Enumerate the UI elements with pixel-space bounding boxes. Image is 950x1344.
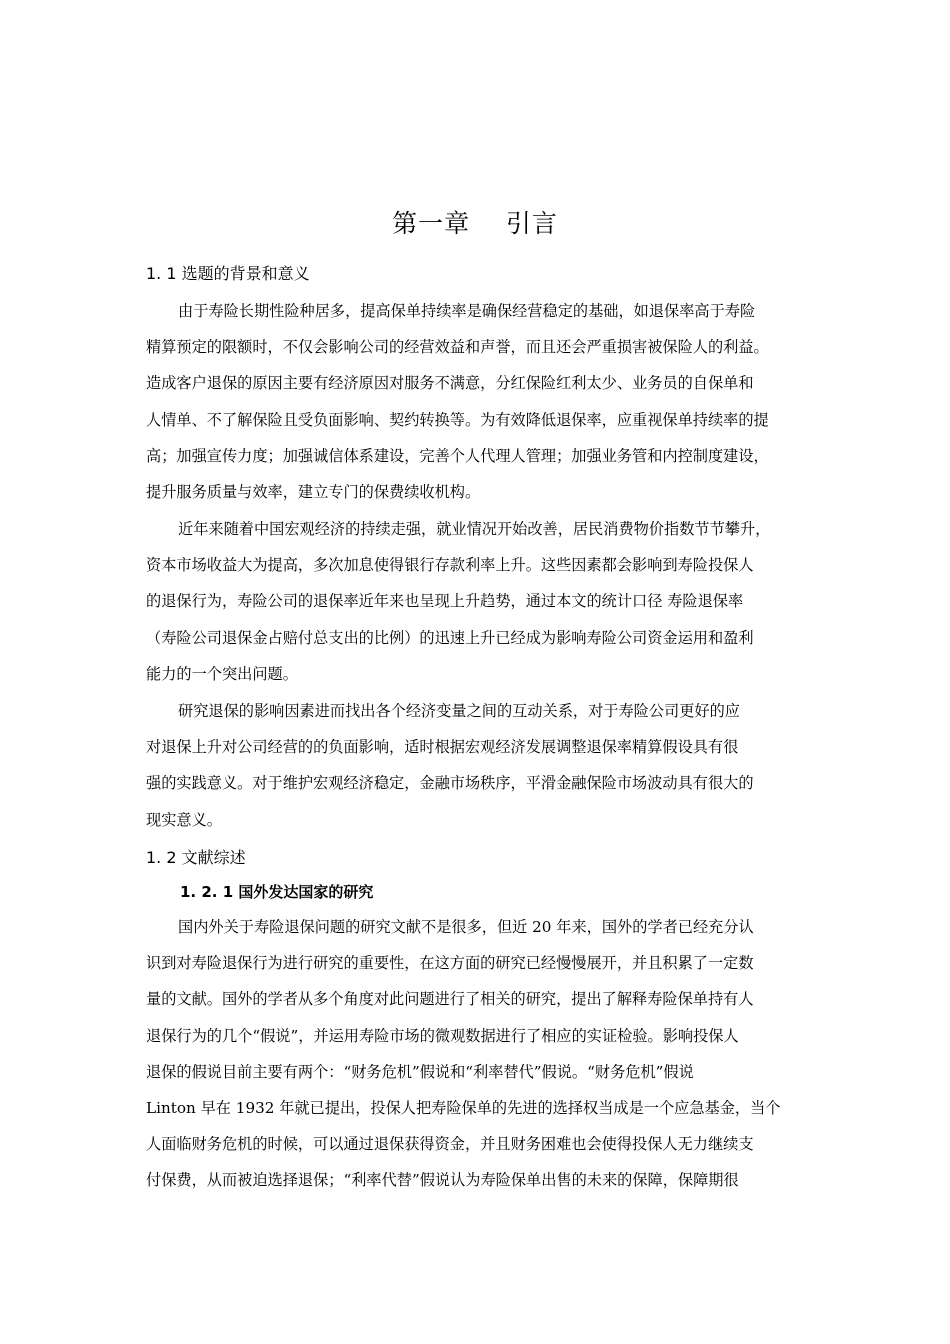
text-line: 近年来随着中国宏观经济的持续走强，就业情况开始改善，居民消费物价指数节节攀升， [178,520,771,538]
text-line: 精算预定的限额时，不仅会影响公司的经营效益和声誉，而且还会严重损害被保险人的利益。 [146,338,769,357]
text-line: 资本市场收益大为提高，多次加息使得银行存款利率上升。这些因素都会影响到寿险投保人 [146,556,754,575]
text-line: 人情单、不了解保险且受负面影响、契约转换等。为有效降低退保率，应重视保单持续率的提 [146,410,769,429]
text-line: （寿险公司退保金占赔付总支出的比例）的迅速上升已经成为影响寿险公司资金运用和盈利 [146,628,754,647]
text-line: 退保的假说目前主要有两个：“财务危机”假说和“利率替代”假说。“财务危机”假说 [146,1062,694,1081]
text-line: 高；加强宣传力度；加强诚信体系建设，完善个人代理人管理；加强业务管和内控制度建设， [146,446,769,465]
paragraph-background-2 [146,511,811,692]
text-line: 研究退保的影响因素进而找出各个经济变量之间的互动关系，对于寿险公司更好的应 [178,702,740,720]
text-line: 现实意义。 [146,810,222,829]
section-heading-1-2: 1. 2 文献综述 [146,848,246,867]
text-line: 识到对寿险退保行为进行研究的重要性，在这方面的研究已经慢慢展开，并且积累了一定数 [146,954,754,973]
text-line: 造成客户退保的原因主要有经济原因对服务不满意，分红保险红利太少、业务员的自保单和 [146,374,754,393]
text-line: 量的文献。国外的学者从多个角度对此问题进行了相关的研究，提出了解释寿险保单持有人 [146,990,754,1009]
text-line: 付保费，从而被迫选择退保；“利率代替”假说认为寿险保单出售的未来的保障，保障期很 [146,1171,739,1190]
chapter-title: 第一章 引言 [392,209,558,238]
text-line: 强的实践意义。对于维护宏观经济稳定，金融市场秩序，平滑金融保险市场波动具有很大的 [146,774,754,793]
text-line: 人面临财务危机的时候，可以通过退保获得资金，并且财务困难也会使得投保人无力继续支 [146,1135,754,1154]
paragraph-literature-review [146,909,811,1199]
text-line: 退保行为的几个“假说”，并运用寿险市场的微观数据进行了相应的实证检验。影响投保人 [146,1026,739,1045]
paragraph-background-3 [146,693,811,838]
text-line: 提升服务质量与效率，建立专门的保费续收机构。 [146,482,481,501]
text-line: Linton 早在 1932 年就已提出，投保人把寿险保单的先进的选择权当成是一个应急基金，当个 [146,1098,781,1117]
paragraph-background-1 [146,293,811,510]
text-line: 由于寿险长期性险种居多，提高保单持续率是确保经营稳定的基础，如退保率高于寿险 [178,302,756,320]
text-line: 能力的一个突出问题。 [146,664,298,683]
section-heading-1-1: 1. 1 选题的背景和意义 [146,264,310,283]
text-line: 国内外关于寿险退保问题的研究文献不是很多，但近 20 年来，国外的学者已经充分认 [178,918,754,936]
subsection-heading-1-2-1: 1. 2. 1 国外发达国家的研究 [180,883,374,901]
text-line: 对退保上升对公司经营的的负面影响，适时根据宏观经济发展调整退保率精算假设具有很 [146,738,739,757]
text-line: 的退保行为，寿险公司的退保率近年来也呈现上升趋势，通过本文的统计口径 寿险退保率 [146,592,744,611]
